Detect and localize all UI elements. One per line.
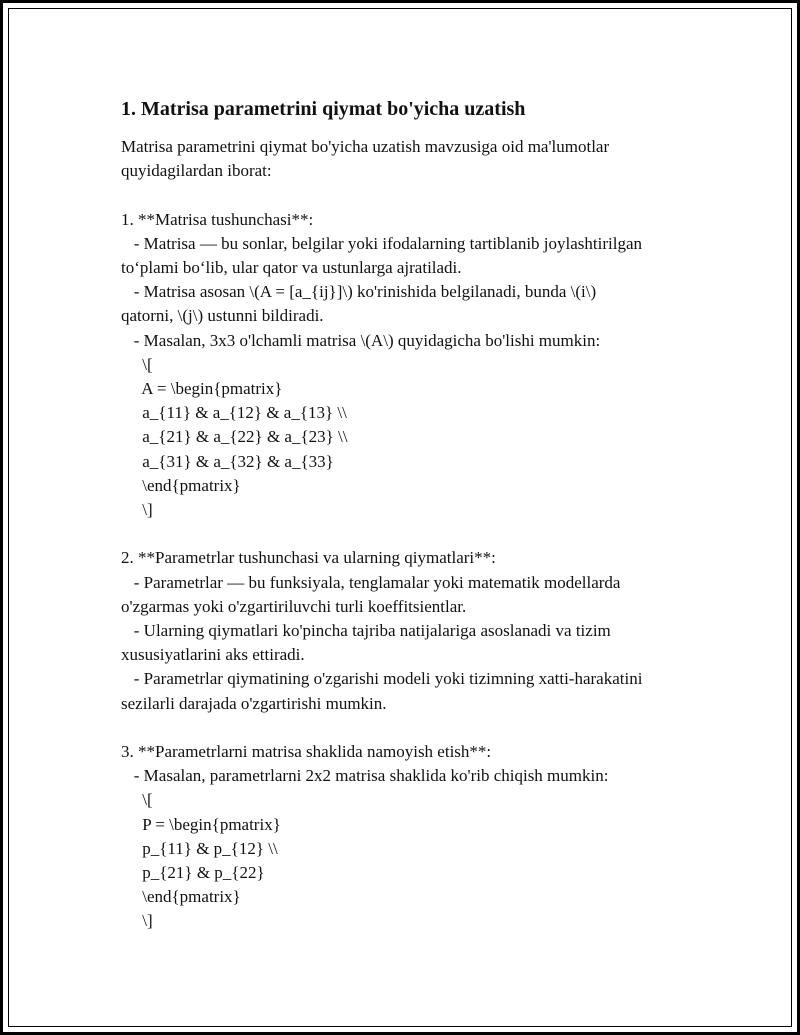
- text-line: xususiyatlarini aks ettiradi.: [121, 645, 305, 665]
- text-line: to‘plami bo‘lib, ular qator va ustunlarga ajratiladi.: [121, 258, 462, 277]
- text-line: a_{31} & a_{32} & a_{33}: [121, 451, 334, 471]
- text-line: \]: [121, 500, 153, 520]
- text-line: \[: [121, 354, 153, 374]
- text-line: \[: [121, 790, 153, 810]
- blank-line: [121, 183, 721, 207]
- blank-line: [121, 716, 721, 740]
- text-line: p_{21} & p_{22}: [121, 863, 265, 883]
- text-line: A = \begin{pmatrix}: [121, 379, 283, 399]
- text-line: - Masalan, 3x3 o'lchamli matrisa \(A\) quyidagicha bo'lishi mumkin:: [121, 330, 601, 350]
- blank-line: [121, 522, 721, 546]
- text-line: 3. **Parametrlarni matrisa shaklida namoyish etish**:: [121, 742, 492, 762]
- text-line: - Parametrlar qiymatining o'zgarishi modeli yoki tizimning xatti-harakatini: [121, 669, 643, 689]
- text-line: - Ularning qiymatlari ko'pincha tajriba natijalariga asoslanadi va tizim: [121, 621, 611, 641]
- text-line: \end{pmatrix}: [121, 475, 241, 495]
- text-line: P = \begin{pmatrix}: [121, 814, 281, 834]
- text-line: Matrisa parametrini qiymat bo'yicha uzatish mavzusiga oid ma'lumotlar: [121, 137, 610, 156]
- text-line: 2. **Parametrlar tushunchasi va ularning qiymatlari**:: [121, 548, 496, 568]
- text-line: p_{11} & p_{12} \\: [121, 838, 278, 858]
- text-line: quyidagilardan iborat:: [121, 161, 272, 181]
- document-body: [121, 135, 721, 934]
- document-title: 1. Matrisa parametrini qiymat bo'yicha uzatish: [121, 98, 526, 120]
- text-line: 1. **Matrisa tushunchasi**:: [121, 209, 314, 229]
- text-line: - Parametrlar — bu funksiyala, tenglamalar yoki matematik modellarda: [121, 572, 621, 592]
- text-line: - Masalan, parametrlarni 2x2 matrisa shaklida ko'rib chiqish mumkin:: [121, 766, 609, 786]
- text-line: - Matrisa — bu sonlar, belgilar yoki ifodalarning tartiblanib joylashtirilgan: [121, 233, 643, 253]
- text-line: sezilarli darajada o'zgartirishi mumkin.: [121, 693, 387, 713]
- text-line: a_{21} & a_{22} & a_{23} \\: [121, 427, 348, 447]
- text-line: o'zgarmas yoki o'zgartiriluvchi turli koeffitsientlar.: [121, 596, 467, 616]
- document-content: [121, 97, 721, 934]
- text-line: \]: [121, 911, 153, 931]
- text-line: - Matrisa asosan \(A = [a_{ij}]\) ko'rinishida belgilanadi, bunda \(i\): [121, 282, 597, 302]
- text-line: \end{pmatrix}: [121, 887, 241, 907]
- text-line: a_{11} & a_{12} & a_{13} \\: [121, 403, 347, 423]
- text-line: qatorni, \(j\) ustunni bildiradi.: [121, 306, 324, 326]
